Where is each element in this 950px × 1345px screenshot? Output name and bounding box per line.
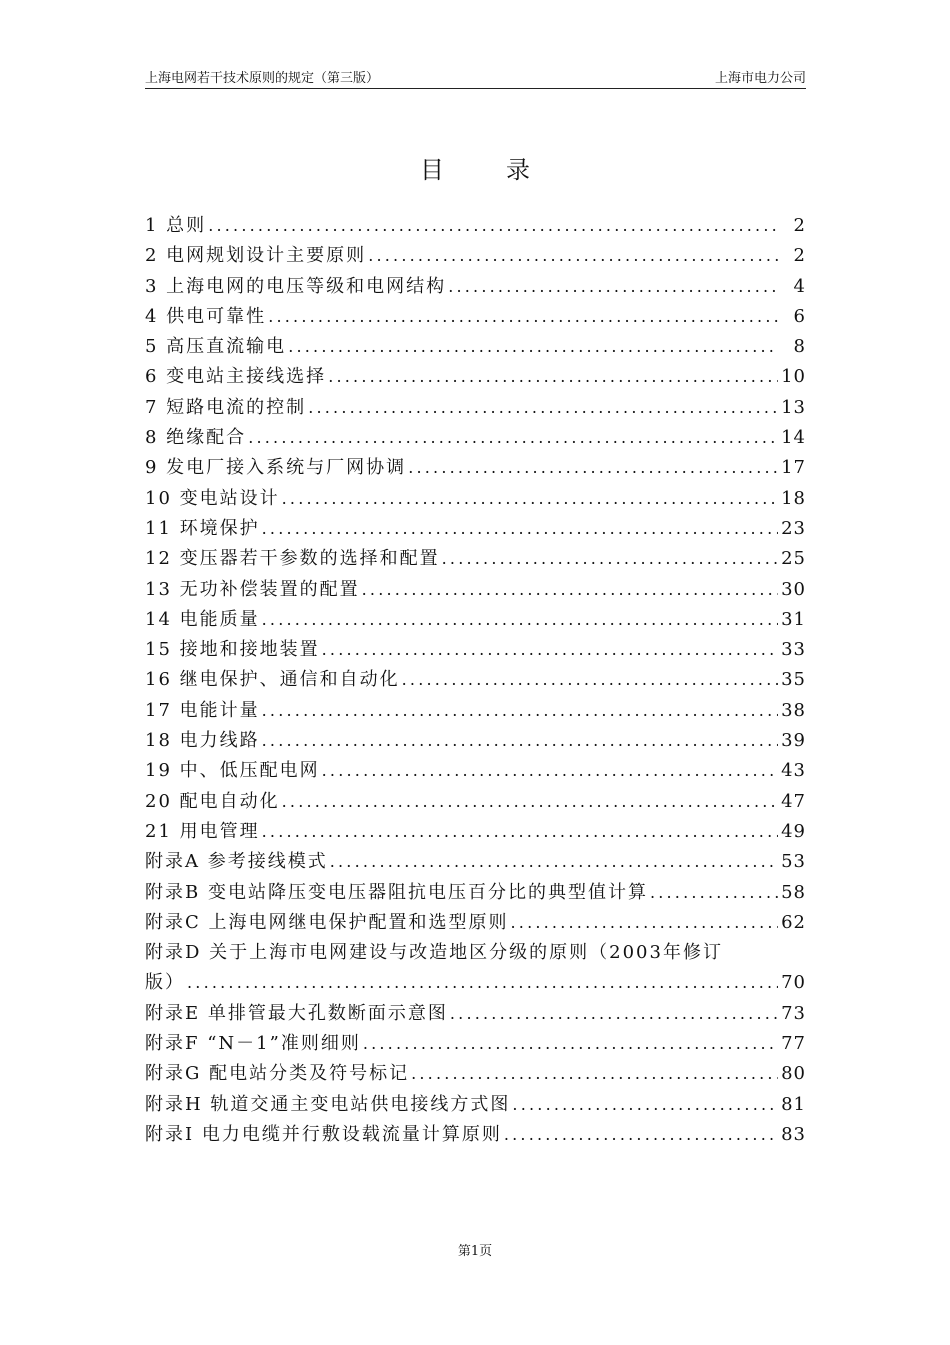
toc-entry-page: 62 — [781, 911, 806, 933]
toc-entry[interactable] — [145, 484, 806, 514]
toc-entry[interactable] — [145, 817, 806, 847]
toc-entry-label: 6 变电站主接线选择 — [145, 366, 327, 388]
toc-entry-label: 版） — [145, 972, 185, 994]
toc-leader-dots — [288, 332, 778, 362]
toc-entry-page: 35 — [781, 669, 806, 691]
toc-entry[interactable] — [145, 453, 806, 483]
toc-entry[interactable] — [145, 908, 806, 938]
toc-entry-label: 11 环境保护 — [145, 517, 260, 539]
toc-entry-label: 14 电能质量 — [145, 608, 260, 630]
toc-leader-dots — [512, 1090, 778, 1120]
toc-entry[interactable] — [145, 847, 806, 877]
toc-entry[interactable] — [145, 362, 806, 392]
toc-entry-label: 5 高压直流输电 — [145, 336, 287, 358]
toc-entry-page: 73 — [781, 1002, 806, 1024]
toc-entry[interactable] — [145, 756, 806, 786]
toc-leader-dots — [368, 241, 778, 271]
toc-entry-page: 33 — [781, 639, 806, 661]
toc-entry-label: 1 总则 — [145, 215, 207, 236]
toc-leader-dots — [282, 787, 778, 817]
toc-entry-label: 7 短路电流的控制 — [145, 396, 307, 418]
toc-entry[interactable] — [145, 968, 806, 998]
toc-entry[interactable] — [145, 393, 806, 423]
toc-entry[interactable] — [145, 1059, 806, 1089]
toc-entry-label: 12 变压器若干参数的选择和配置 — [145, 548, 440, 570]
toc-entry-page: 43 — [781, 760, 806, 782]
toc-entry-page: 81 — [781, 1093, 806, 1115]
toc-entry-page: 25 — [781, 548, 806, 570]
toc-entry-label: 附录G 配电站分类及符号标记 — [145, 1063, 410, 1085]
toc-leader-dots — [308, 393, 778, 423]
toc-entry-label: 附录A 参考接线模式 — [145, 851, 328, 873]
toc-entry-page: 47 — [781, 790, 806, 812]
toc-entry[interactable] — [145, 635, 806, 665]
toc-entry[interactable] — [145, 332, 806, 362]
toc-leader-dots — [262, 726, 778, 756]
toc-entry-page: 10 — [781, 366, 806, 388]
toc-entry-label: 4 供电可靠性 — [145, 305, 267, 327]
toc-entry-page: 17 — [781, 457, 806, 479]
toc-leader-dots — [402, 665, 778, 695]
toc-entry-page: 2 — [793, 245, 806, 267]
toc-entry-label: 附录I 电力电缆并行敷设载流量计算原则 — [145, 1123, 502, 1145]
table-of-contents — [145, 211, 806, 1150]
toc-leader-dots — [187, 968, 778, 998]
toc-entry-page: 6 — [793, 305, 806, 327]
toc-entry-label: 20 配电自动化 — [145, 790, 280, 812]
toc-entry[interactable] — [145, 605, 806, 635]
toc-entry-page: 30 — [781, 578, 806, 600]
toc-leader-dots — [330, 847, 778, 877]
toc-entry-label: 附录B 变电站降压变电压器阻抗电压百分比的典型值计算 — [145, 881, 648, 903]
toc-entry-page: 14 — [781, 427, 806, 449]
toc-entry-label: 3 上海电网的电压等级和电网结构 — [145, 275, 447, 297]
toc-entry-label: 10 变电站设计 — [145, 487, 280, 509]
toc-entry-page: 2 — [793, 215, 806, 236]
toc-entry-label: 2 电网规划设计主要原则 — [145, 245, 367, 267]
page-header — [145, 64, 806, 89]
toc-entry-page: 58 — [781, 881, 806, 903]
toc-entry[interactable] — [145, 241, 806, 271]
toc-leader-dots — [282, 484, 778, 514]
page-number: 第1页 — [457, 1244, 493, 1259]
toc-entry[interactable] — [145, 1120, 806, 1150]
toc-entry-page: 18 — [781, 487, 806, 509]
toc-entry[interactable] — [145, 302, 806, 332]
toc-leader-dots — [328, 362, 778, 392]
header-company: 上海市电力公司 — [714, 71, 806, 86]
toc-entry[interactable] — [145, 1029, 806, 1059]
toc-entry[interactable] — [145, 211, 806, 241]
toc-entry-page: 4 — [793, 275, 806, 297]
toc-entry-label: 17 电能计量 — [145, 699, 260, 721]
toc-entry[interactable] — [145, 938, 806, 968]
toc-leader-dots — [362, 575, 778, 605]
toc-entry-label: 附录C 上海电网继电保护配置和选型原则 — [145, 911, 509, 933]
toc-entry-page: 70 — [781, 972, 806, 994]
toc-entry-label: 9 发电厂接入系统与厂网协调 — [145, 457, 407, 479]
toc-entry[interactable] — [145, 999, 806, 1029]
toc-leader-dots — [408, 453, 778, 483]
toc-entry-label: 18 电力线路 — [145, 730, 260, 752]
toc-entry[interactable] — [145, 272, 806, 302]
toc-entry[interactable] — [145, 544, 806, 574]
toc-leader-dots — [248, 423, 778, 453]
toc-entry[interactable] — [145, 787, 806, 817]
toc-leader-dots — [650, 878, 778, 908]
toc-leader-dots — [322, 756, 778, 786]
toc-leader-dots — [450, 999, 778, 1029]
header-document-title: 上海电网若干技术原则的规定（第三版） — [145, 71, 380, 86]
toc-leader-dots — [442, 544, 778, 574]
toc-entry[interactable] — [145, 423, 806, 453]
toc-entry-label: 19 中、低压配电网 — [145, 760, 320, 782]
toc-entry-label: 附录F “N－1”准则细则 — [145, 1033, 361, 1055]
toc-entry[interactable] — [145, 665, 806, 695]
toc-leader-dots — [262, 696, 778, 726]
toc-entry-label: 附录D 关于上海市电网建设与改造地区分级的原则（2003年修订 — [145, 942, 723, 964]
toc-entry-label: 15 接地和接地装置 — [145, 639, 320, 661]
toc-leader-dots — [268, 302, 778, 332]
toc-entry-page: 83 — [781, 1123, 806, 1145]
toc-entry[interactable] — [145, 878, 806, 908]
toc-leader-dots — [363, 1029, 778, 1059]
toc-leader-dots — [322, 635, 778, 665]
toc-entry-label: 附录E 单排管最大孔数断面示意图 — [145, 1002, 448, 1024]
toc-entry[interactable] — [145, 1090, 806, 1120]
toc-leader-dots — [411, 1059, 778, 1089]
toc-entry[interactable] — [145, 726, 806, 756]
toc-entry-label: 16 继电保护、通信和自动化 — [145, 669, 400, 691]
toc-entry-page: 39 — [781, 730, 806, 752]
toc-title: 目录 — [420, 156, 592, 184]
toc-entry-page: 13 — [781, 396, 806, 418]
toc-entry-page: 53 — [781, 851, 806, 873]
toc-leader-dots — [262, 817, 778, 847]
toc-leader-dots — [448, 272, 778, 302]
toc-entry-page: 8 — [793, 336, 806, 358]
toc-entry-page: 49 — [781, 820, 806, 842]
toc-entry-label: 13 无功补偿装置的配置 — [145, 578, 360, 600]
toc-entry-page: 77 — [781, 1033, 806, 1055]
toc-leader-dots — [511, 908, 779, 938]
toc-entry-page: 38 — [781, 699, 806, 721]
toc-entry-label: 21 用电管理 — [145, 820, 260, 842]
toc-entry-label: 8 绝缘配合 — [145, 427, 247, 449]
toc-entry-page: 31 — [781, 608, 806, 630]
toc-entry-label: 附录H 轨道交通主变电站供电接线方式图 — [145, 1093, 511, 1115]
toc-leader-dots — [262, 605, 778, 635]
toc-entry[interactable] — [145, 575, 806, 605]
toc-entry-page: 23 — [781, 517, 806, 539]
toc-leader-dots — [504, 1120, 778, 1150]
toc-entry-page: 80 — [781, 1063, 806, 1085]
toc-leader-dots — [262, 514, 778, 544]
toc-entry[interactable] — [145, 514, 806, 544]
toc-leader-dots — [208, 211, 778, 241]
toc-entry[interactable] — [145, 696, 806, 726]
